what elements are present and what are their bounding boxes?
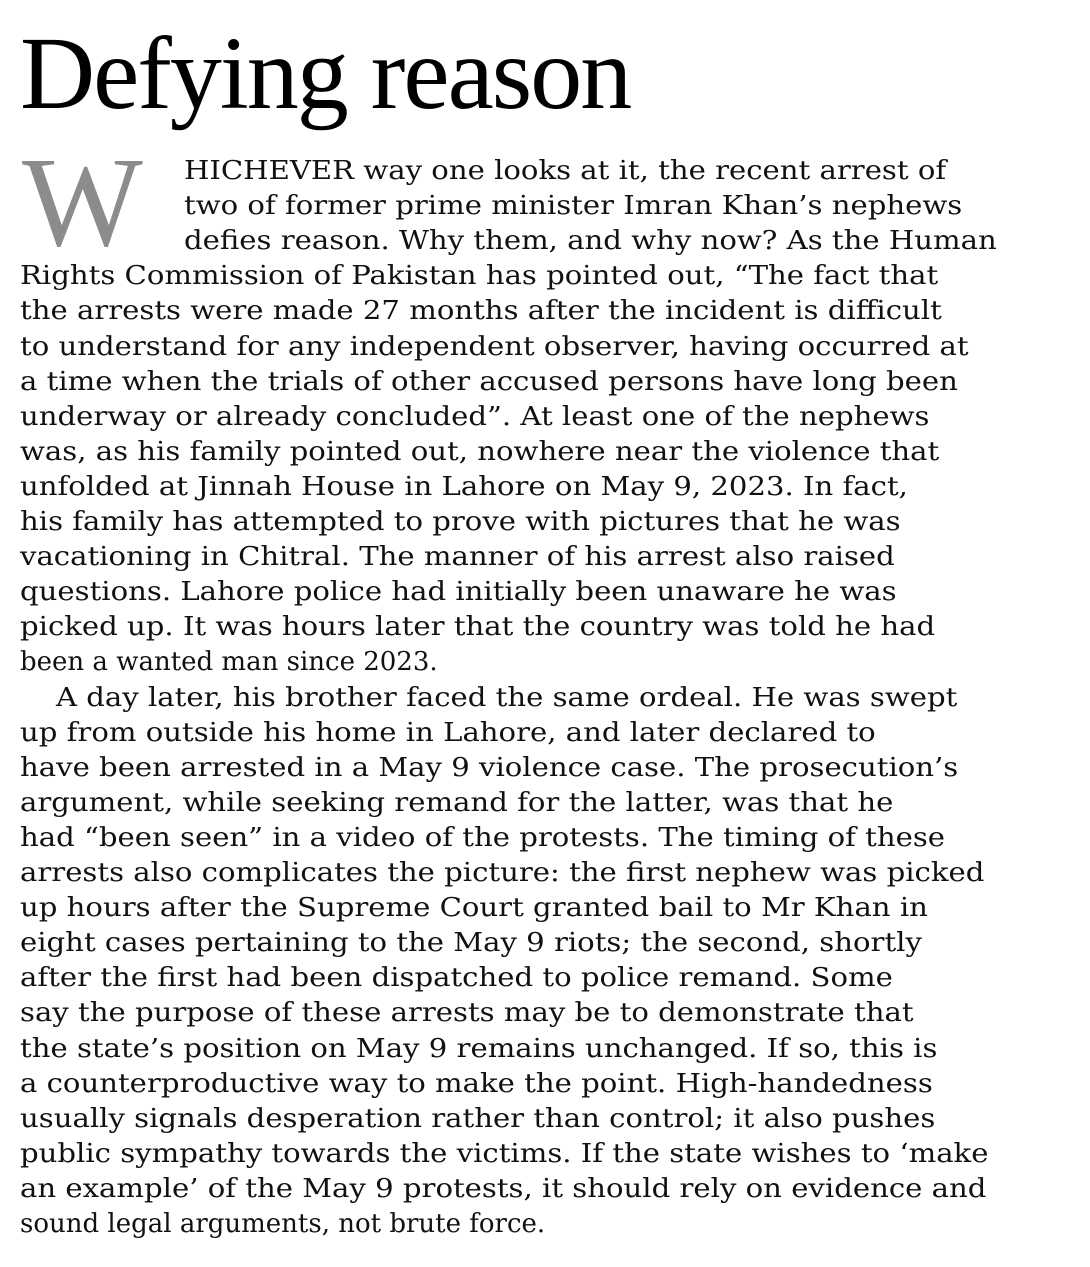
body-line: eight cases pertaining to the May 9 riots; the second, shortly: [20, 928, 922, 959]
body-line: underway or already concluded”. At least one of the nephews: [20, 401, 930, 432]
body-line: a counterproductive way to make the point. High-handedness: [20, 1068, 933, 1099]
body-line: up from outside his home in Lahore, and later declared to: [20, 717, 876, 748]
drop-cap: W: [22, 131, 143, 273]
body-line: public sympathy towards the victims. If the state wishes to ‘make: [20, 1138, 989, 1169]
body-line: was, as his family pointed out, nowhere near the violence that: [20, 436, 940, 467]
body-line: after the first had been dispatched to police remand. Some: [20, 963, 893, 994]
body-line: HICHEVER way one looks at it, the recent arrest of: [184, 156, 947, 186]
body-line: usually signals desperation rather than control; it also pushes: [20, 1103, 936, 1134]
body-line: an example’ of the May 9 protests, it should rely on evidence and: [20, 1173, 987, 1204]
headline: Defying reason: [20, 16, 631, 131]
body-line: a time when the trials of other accused persons have long been: [20, 366, 958, 397]
body-line: the arrests were made 27 months after the incident is difficult: [20, 296, 942, 327]
body-line: defies reason. Why them, and why now? As the Human: [184, 226, 997, 257]
body-line: A day later, his brother faced the same ordeal. He was swept: [56, 682, 958, 713]
body-line: had “been seen” in a video of the protests. The timing of these: [20, 822, 946, 853]
body-line: Rights Commission of Pakistan has pointed out, “The fact that: [20, 261, 939, 292]
body-line: sound legal arguments, not brute force.: [20, 1209, 546, 1239]
body-line: been a wanted man since 2023.: [20, 647, 438, 678]
body-line: to understand for any independent observer, having occurred at: [20, 331, 969, 362]
body-line: have been arrested in a May 9 violence case. The prosecution’s: [20, 752, 959, 783]
body-line: unfolded at Jinnah House in Lahore on May 9, 2023. In fact,: [20, 471, 908, 502]
body-line: arrests also complicates the picture: the first nephew was picked: [20, 858, 985, 888]
body-line: say the purpose of these arrests may be to demonstrate that: [20, 998, 914, 1029]
body-line: argument, while seeking remand for the latter, was that he: [20, 787, 894, 818]
body-line: questions. Lahore police had initially been unaware he was: [20, 577, 897, 608]
body-line: picked up. It was hours later that the country was told he had: [20, 612, 936, 643]
body-line: vacationing in Chitral. The manner of his arrest also raised: [20, 542, 895, 573]
body-line: two of former prime minister Imran Khan’s nephews: [184, 191, 963, 222]
body-line: his family has attempted to prove with pictures that he was: [20, 507, 901, 537]
body-line: the state’s position on May 9 remains unchanged. If so, this is: [20, 1033, 938, 1064]
body-line: up hours after the Supreme Court granted bail to Mr Khan in: [20, 893, 928, 924]
